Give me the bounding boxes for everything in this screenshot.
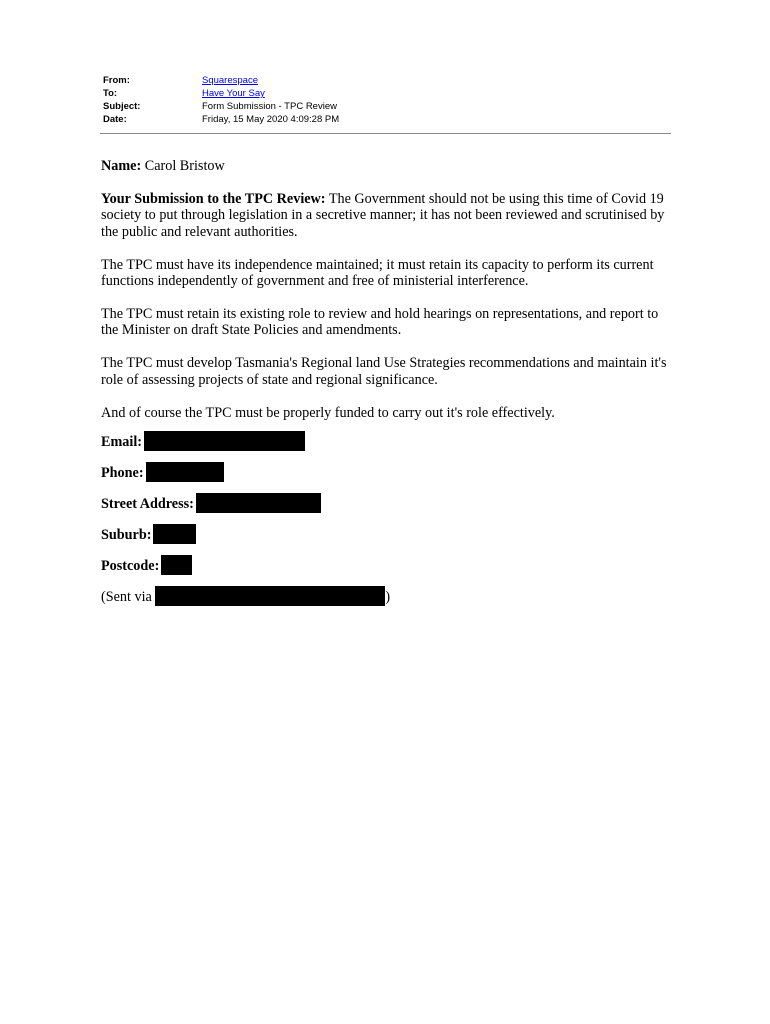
subject-value: Form Submission - TPC Review <box>202 101 337 112</box>
name-value: Carol Bristow <box>144 158 225 174</box>
sent-via-suffix: ) <box>385 588 391 605</box>
phone-field <box>101 465 671 496</box>
email-field <box>101 434 671 465</box>
suburb-label: Suburb: <box>101 526 152 543</box>
email-label: Email: <box>101 433 142 450</box>
funding-paragraph: And of course the TPC must be properly funded to carry out it's role effectively. <box>101 404 555 421</box>
email-body <box>101 158 671 606</box>
role-paragraph: The TPC must retain its existing role to review and hold hearings on representations, and report to the Minister on draft State Policies and amendments. <box>101 305 659 339</box>
phone-redaction <box>146 462 224 482</box>
to-row <box>103 87 671 100</box>
date-label: Date: <box>103 114 127 125</box>
review-text: The Government should not be using this time of Covid 19 society to put through legislation in a secretive manner; it has not been reviewed and scrutinised by the public and relevant authorities. <box>101 190 665 240</box>
email-header <box>103 74 671 126</box>
date-row <box>103 113 671 126</box>
header-divider <box>100 133 671 134</box>
from-row <box>103 74 671 87</box>
postcode-field <box>101 558 671 589</box>
review-label: Your Submission to the TPC Review: <box>101 190 326 207</box>
street-address-label: Street Address: <box>101 495 194 512</box>
sent-via-redaction <box>155 586 385 606</box>
review-paragraph <box>101 191 671 240</box>
suburb-redaction <box>153 524 196 544</box>
postcode-redaction <box>161 555 192 575</box>
land-use-paragraph: The TPC must develop Tasmania's Regional land Use Strategies recommendations and maintain it's role of assessing projects of state and regional significance. <box>101 355 667 388</box>
sent-via-line <box>101 589 671 606</box>
name-label: Name: <box>101 158 142 174</box>
street-address-redaction <box>196 493 321 513</box>
subject-row <box>103 100 671 113</box>
independence-paragraph: The TPC must have its independence maintained; it must retain its capacity to perform its current functions independently of government and free of ministerial interference. <box>101 256 654 290</box>
to-link[interactable]: Have Your Say <box>202 88 265 99</box>
phone-label: Phone: <box>101 464 144 481</box>
subject-label: Subject: <box>103 101 141 112</box>
email-redaction <box>144 431 305 451</box>
sent-via-prefix: (Sent via <box>101 588 156 605</box>
suburb-field <box>101 527 671 558</box>
date-value: Friday, 15 May 2020 4:09:28 PM <box>202 114 340 125</box>
to-label: To: <box>103 88 118 99</box>
from-link[interactable]: Squarespace <box>202 75 258 86</box>
from-label: From: <box>103 75 130 86</box>
name-paragraph <box>101 158 671 174</box>
street-address-field <box>101 496 671 527</box>
postcode-label: Postcode: <box>101 557 160 574</box>
